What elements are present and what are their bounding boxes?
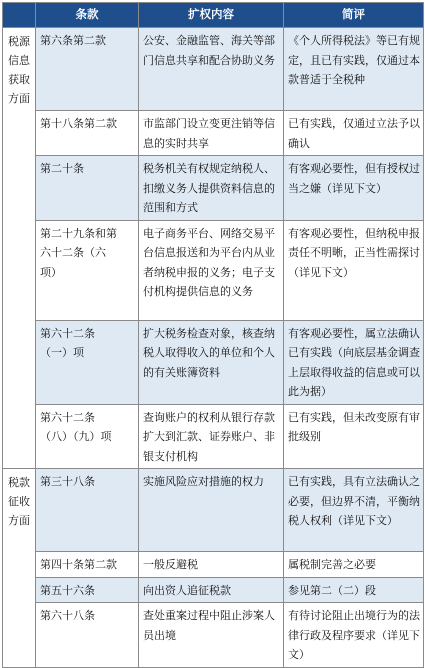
table-header-row bbox=[3, 3, 424, 28]
content-cell: 扩大税务检查对象，核查纳税人取得收入的单位和个人的有关账簿资料 bbox=[139, 320, 284, 404]
content-cell: 向出资人追征税款 bbox=[139, 577, 284, 603]
category-cell: 税款征收方面 bbox=[3, 469, 36, 668]
table-row bbox=[3, 156, 424, 221]
content-cell: 查询账户的权利从银行存款扩大到汇款、证券账户、非银支付机构 bbox=[139, 404, 284, 469]
header-content: 扩权内容 bbox=[139, 3, 284, 28]
table-row bbox=[3, 404, 424, 469]
content-cell: 一般反避税 bbox=[139, 552, 284, 578]
table-row bbox=[3, 603, 424, 668]
article-cell: 第四十条第二款 bbox=[36, 552, 139, 578]
tax-reform-table bbox=[2, 2, 424, 668]
comment-cell: 已有实践，仅通过立法予以确认 bbox=[284, 111, 424, 156]
content-cell: 公安、金融监管、海关等部门信息共享和配合协助义务 bbox=[139, 28, 284, 111]
category-cell: 税源信息获取方面 bbox=[3, 28, 36, 469]
article-cell: 第五十六条 bbox=[36, 577, 139, 603]
table-row bbox=[3, 577, 424, 603]
article-cell: 第六十二条 （八）（九）项 bbox=[36, 404, 139, 469]
comment-cell: 有客观必要性，但有授权过当之嫌（详见下文） bbox=[284, 156, 424, 221]
comment-cell: 有待讨论阻止出境行为的法律行政及程序要求（详见下文） bbox=[284, 603, 424, 668]
table-row bbox=[3, 552, 424, 578]
header-article: 条款 bbox=[36, 3, 139, 28]
article-cell: 第六十八条 bbox=[36, 603, 139, 668]
content-cell: 查处重案过程中阻止涉案人员出境 bbox=[139, 603, 284, 668]
comment-cell: 有客观必要性，但纳税申报责任不明晰，正当性需探讨（详见下文） bbox=[284, 220, 424, 320]
table-row bbox=[3, 220, 424, 320]
content-cell: 税务机关有权规定纳税人、扣缴义务人提供资料信息的范围和方式 bbox=[139, 156, 284, 221]
comment-cell: 已有实践，但未改变原有审批级别 bbox=[284, 404, 424, 469]
comment-cell: 已有实践，具有立法确认之必要，但边界不清，平衡纳税人权利（详见下文） bbox=[284, 469, 424, 552]
article-cell: 第六十二条 （一）项 bbox=[36, 320, 139, 404]
table-row bbox=[3, 28, 424, 111]
article-cell: 第二十条 bbox=[36, 156, 139, 221]
content-cell: 实施风险应对措施的权力 bbox=[139, 469, 284, 552]
article-cell: 第二十九条和第 六十二条（六 项） bbox=[36, 220, 139, 320]
article-cell: 第三十八条 bbox=[36, 469, 139, 552]
table-row bbox=[3, 111, 424, 156]
comment-cell: 有客观必要性，属立法确认已有实践（向底层基金调查上层取得收益的信息或可以此为据） bbox=[284, 320, 424, 404]
header-category bbox=[3, 3, 36, 28]
table-row bbox=[3, 320, 424, 404]
comment-cell: 参见第二（二）段 bbox=[284, 577, 424, 603]
header-comment: 简评 bbox=[284, 3, 424, 28]
content-cell: 电子商务平台、网络交易平台信息报送和为平台内从业者纳税申报的义务；电子支付机构提供信息的义务 bbox=[139, 220, 284, 320]
table-row bbox=[3, 469, 424, 552]
article-cell: 第十八条第二款 bbox=[36, 111, 139, 156]
comment-cell: 《个人所得税法》等已有规定，且已有实践，仅通过本款普适于全税种 bbox=[284, 28, 424, 111]
article-cell: 第六条第二款 bbox=[36, 28, 139, 111]
comment-cell: 属税制完善之必要 bbox=[284, 552, 424, 578]
content-cell: 市监部门设立变更注销等信息的实时共享 bbox=[139, 111, 284, 156]
